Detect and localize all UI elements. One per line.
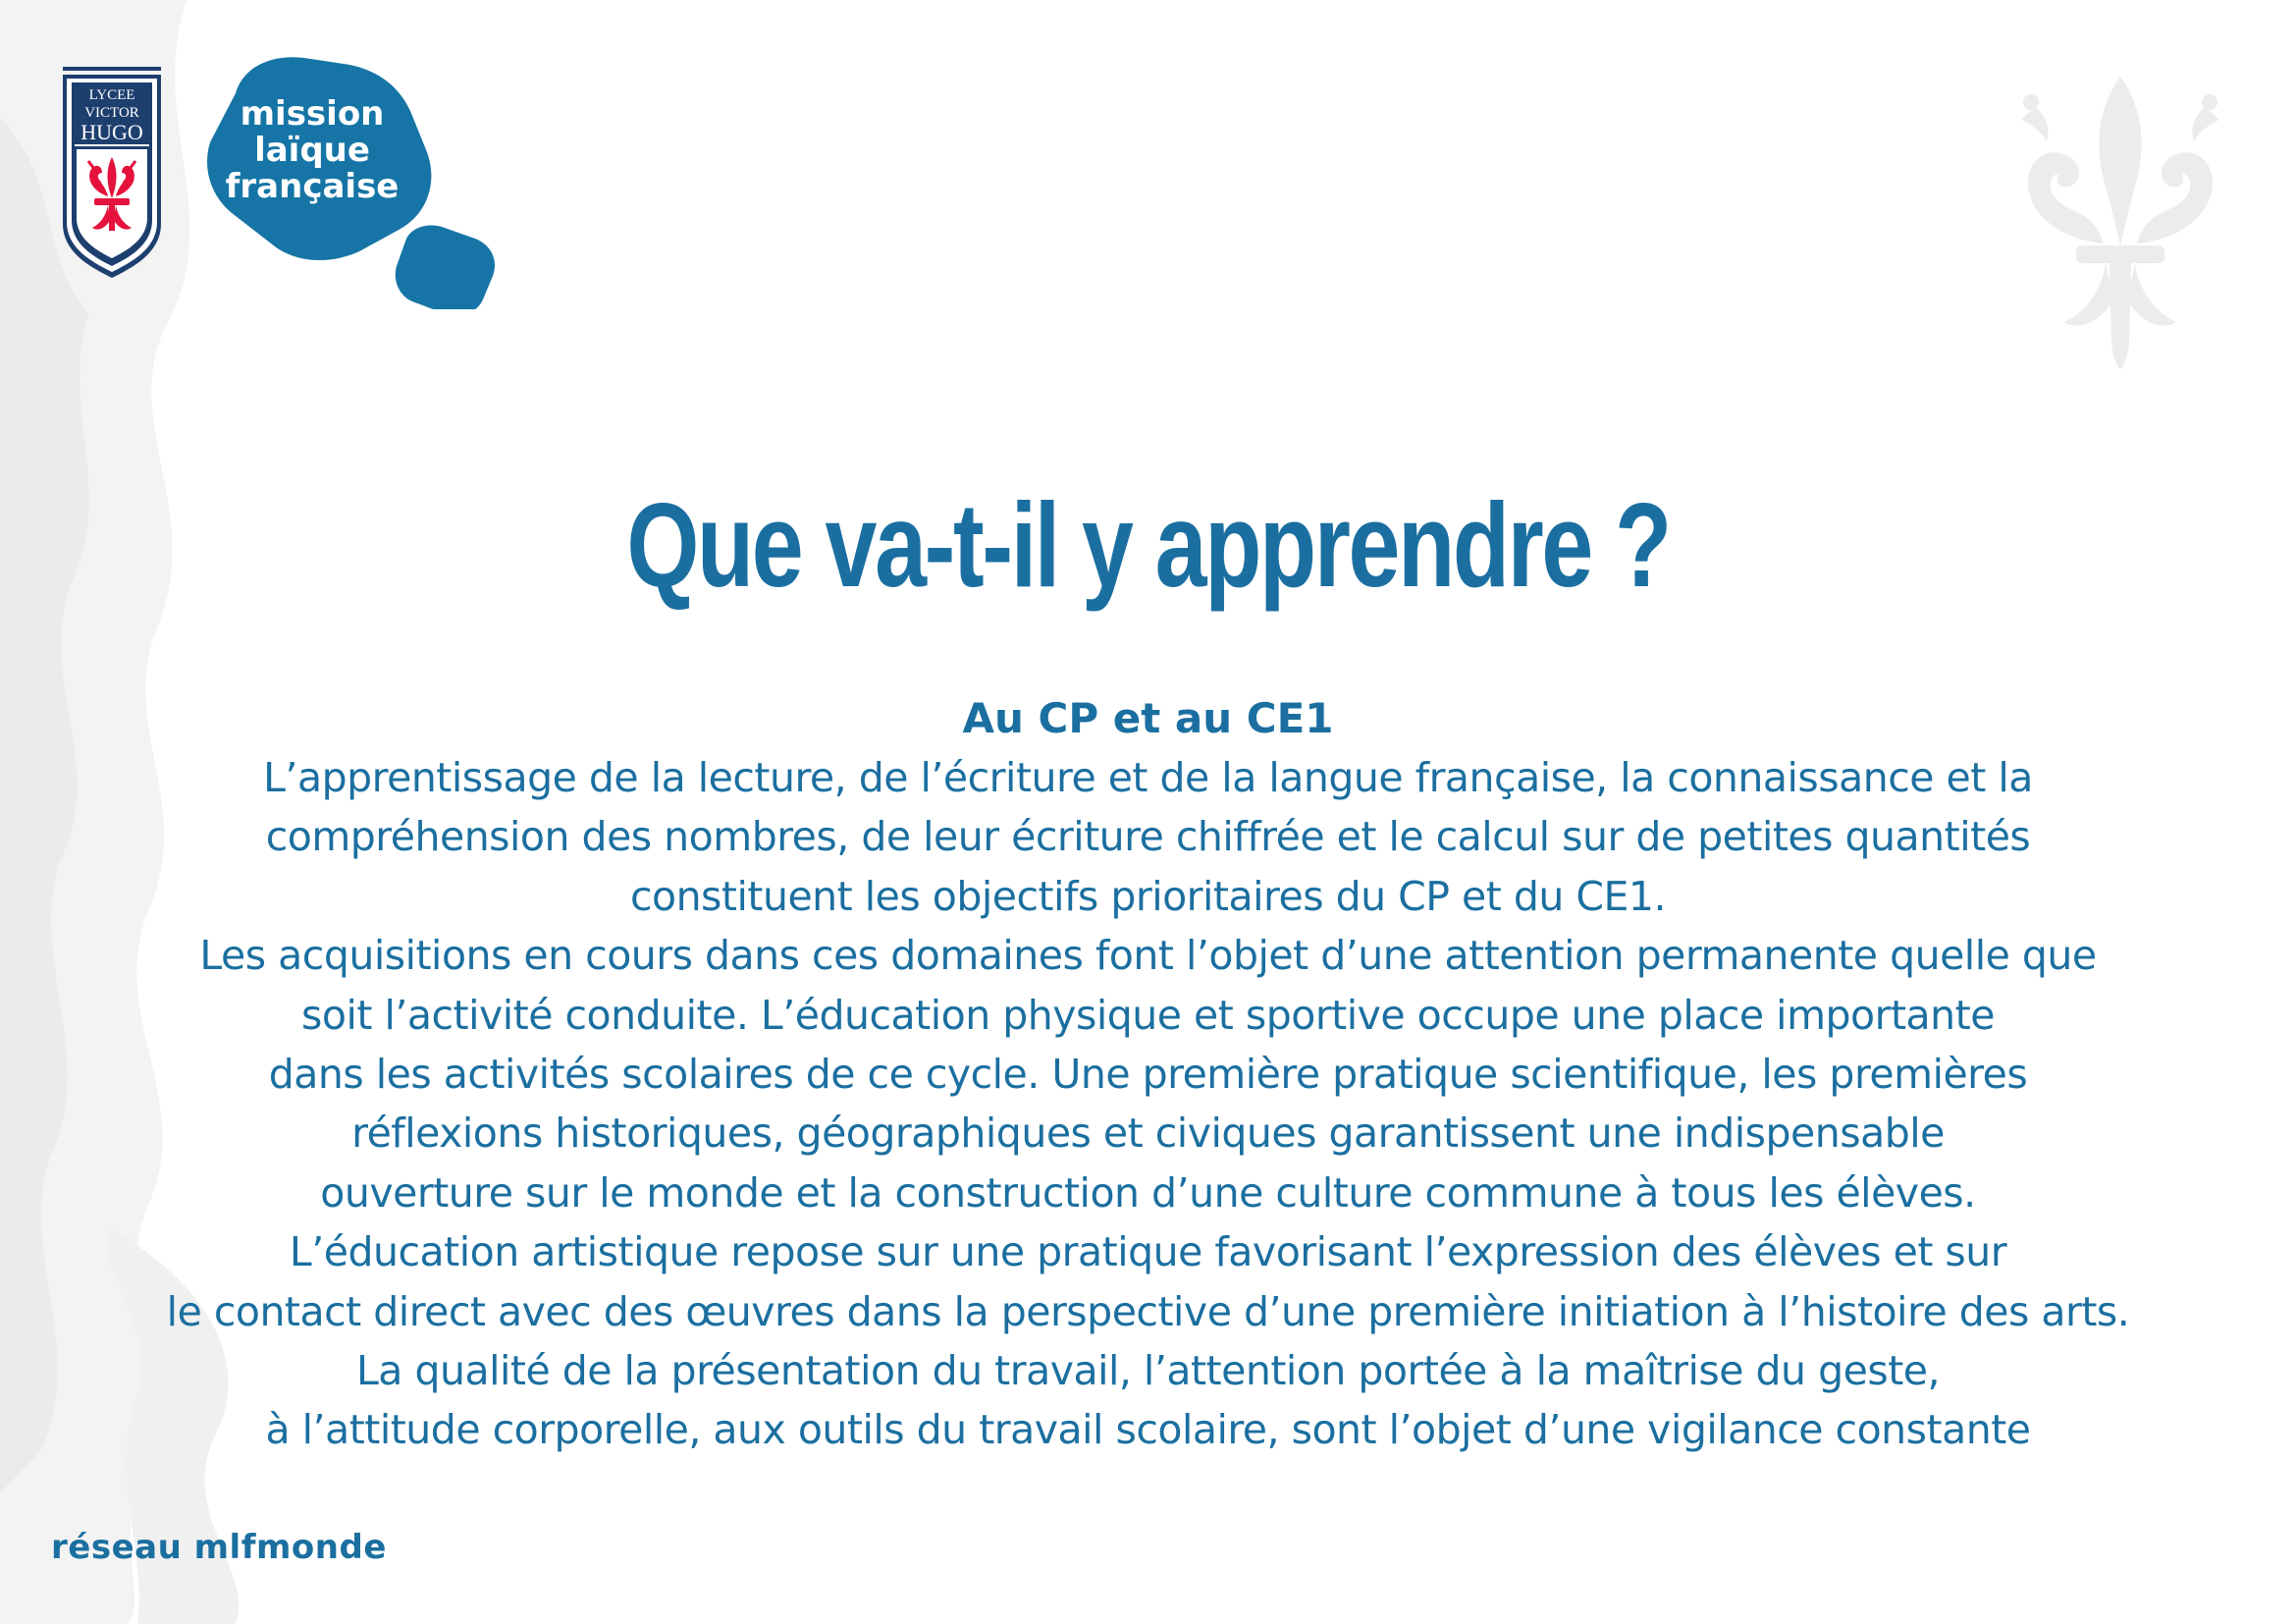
- body-line: ouverture sur le monde et la construction d’une culture commune à tous les élèves.: [320, 1168, 1976, 1217]
- body-line: réflexions historiques, géographiques et civiques garantissent une indispensable: [351, 1110, 1945, 1158]
- lycee-victor-hugo-crest-logo: [63, 67, 161, 283]
- body-line: constituent les objectifs prioritaires du CP et du CE1.: [629, 872, 1667, 920]
- body-line: dans les activités scolaires de ce cycle. Une première pratique scientifique, les premières: [268, 1051, 2028, 1099]
- crest-text-lycee: LYCEE: [88, 87, 135, 103]
- mission-laique-francaise-logo: [196, 54, 520, 309]
- crest-text-victor: VICTOR: [84, 105, 139, 121]
- body-line: le contact direct avec des œuvres dans la perspective d’une première initiation à l’histoire des arts.: [166, 1287, 2130, 1335]
- body-line: La qualité de la présentation du travail, l’attention portée à la maîtrise du geste,: [355, 1347, 1941, 1395]
- logo-text-francaise: française: [225, 167, 400, 206]
- body-line: à l’attitude corporelle, aux outils du travail scolaire, sont l’objet d’une vigilance constante: [265, 1406, 2031, 1454]
- body-line: L’éducation artistique repose sur une pratique favorisant l’expression des élèves et sur: [289, 1228, 2007, 1276]
- section-body: [20, 748, 2276, 1460]
- body-line: soit l’activité conduite. L’éducation physique et sportive occupe une place importante: [301, 991, 1995, 1039]
- footer-brand: réseau mlfmonde: [51, 1528, 387, 1567]
- crest-text-hugo: HUGO: [80, 120, 143, 144]
- page-title: Que va-t-il y apprendre ?: [626, 478, 1670, 612]
- logo-text-mission: mission: [240, 94, 385, 134]
- body-line: Les acquisitions en cours dans ces domaines font l’objet d’une attention permanente quelle que: [199, 932, 2097, 980]
- fleur-de-lis-watermark-icon: [2007, 69, 2233, 373]
- body-line: L’apprentissage de la lecture, de l’écriture et de la langue française, la connaissance et la: [263, 754, 2033, 801]
- body-line: compréhension des nombres, de leur écriture chiffrée et le calcul sur de petites quantités: [265, 813, 2031, 861]
- logo-text-laique: laïque: [254, 131, 370, 170]
- section-subtitle: Au CP et au CE1: [962, 694, 1334, 742]
